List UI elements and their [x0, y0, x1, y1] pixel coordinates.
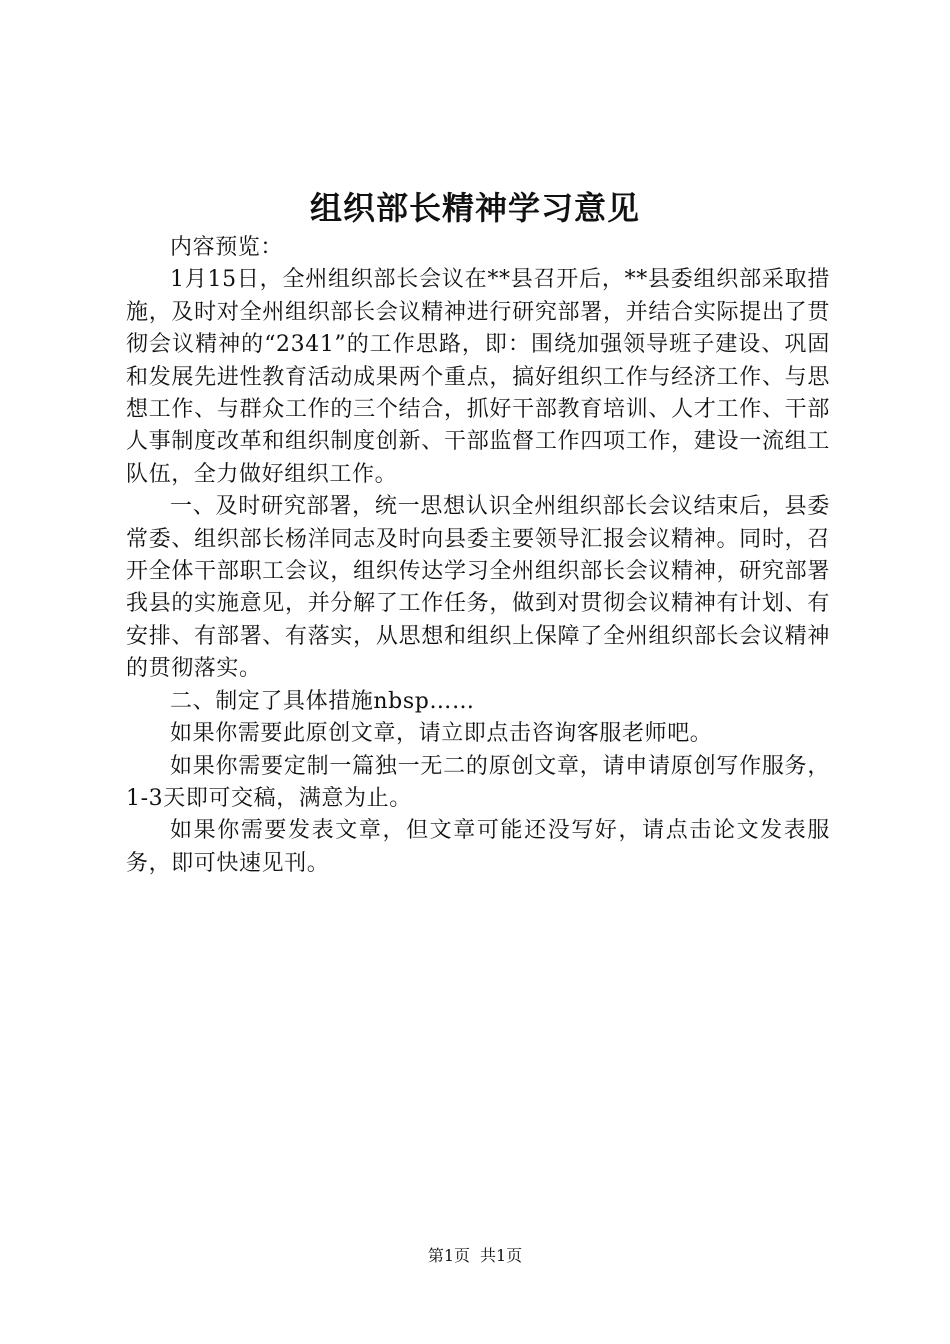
paragraph-preview-label: 内容预览：: [170, 235, 284, 260]
paragraph-publish-link[interactable]: 如果你需要发表文章，但文章可能还没写好，请点击论文发表服务，即可快速见刊。: [126, 818, 830, 876]
page-number-total: 共1页: [480, 1246, 523, 1265]
page-footer: [0, 1244, 950, 1268]
paragraph-intro: 1月15日，全州组织部长会议在**县召开后，**县委组织部采取措施，及时对全州组织部长会议精神进行研究部署，并结合实际提出了贯彻会议精神的“2341”的工作思路，即：围绕加强领导班子建设、巩固和发展先进性教育活动成果两个重点，搞好组织工作与经济工作、与思想工作、与群众工作的三个结合，抓好干部教育培训、人才工作、干部人事制度改革和组织制度创新、干部监督工作四项工作，建设一流组工队伍，全力做好组织工作。: [126, 267, 830, 487]
document-title: 组织部长精神学习意见: [309, 189, 640, 227]
document-body: [126, 232, 830, 880]
paragraph-consult-link[interactable]: 如果你需要此原创文章，请立即点击咨询客服老师吧。: [170, 721, 713, 747]
paragraph-section-two: 二、制定了具体措施nbsp……: [170, 688, 475, 714]
paragraph-custom-writing-link[interactable]: 如果你需要定制一篇独一无二的原创文章，请申请原创写作服务，1-3天即可交稿，满意为止。: [126, 753, 830, 811]
paragraph-section-one: 一、及时研究部署，统一思想认识全州组织部长会议结束后，县委常委、组织部长杨洋同志及时向县委主要领导汇报会议精神。同时，召开全体干部职工会议，组织传达学习全州组织部长会议精神，研究部署我县的实施意见，并分解了工作任务，做到对贯彻会议精神有计划、有安排、有部署、有落实，从思想和组织上保障了全州组织部长会议精神的贯彻落实。: [126, 494, 830, 682]
page-number-current: 第1页: [427, 1246, 470, 1265]
